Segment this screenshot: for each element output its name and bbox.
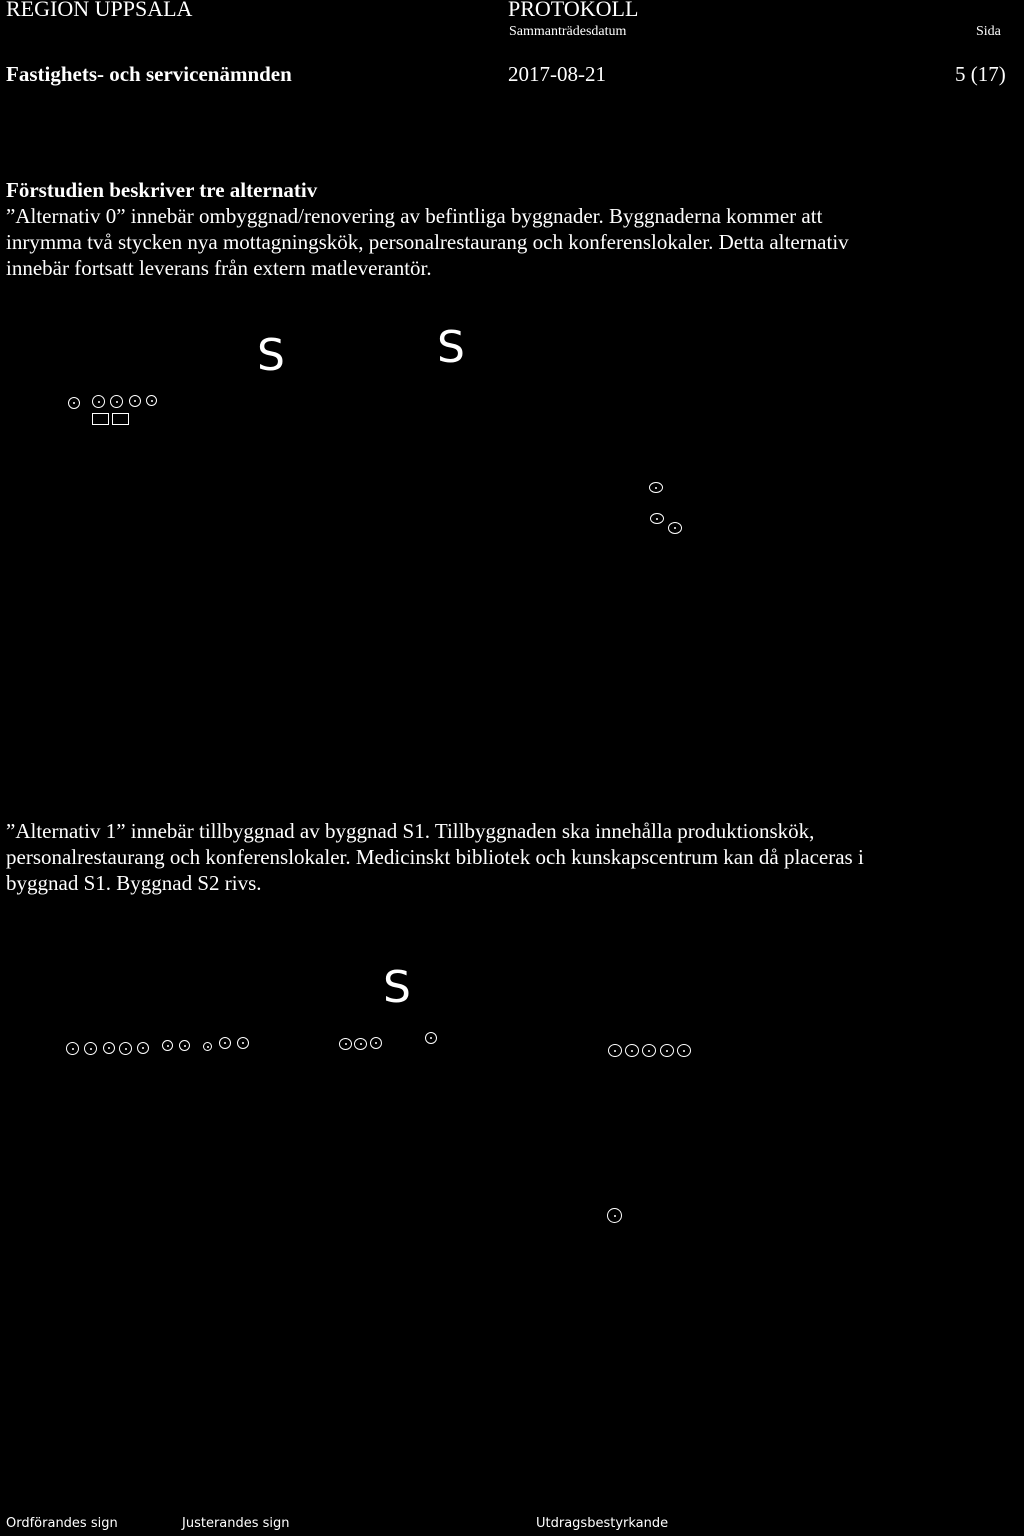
plan-marker-icon <box>237 1037 249 1049</box>
page-number: 5 (17) <box>955 62 1006 86</box>
plan-marker-icon <box>677 1044 691 1057</box>
section-heading: Förstudien beskriver tre alternativ <box>6 178 318 202</box>
plan-marker-icon <box>110 395 123 408</box>
building-label-s: S <box>383 962 411 1013</box>
page-label: Sida <box>976 24 1001 39</box>
plan-marker-icon <box>68 397 80 409</box>
alternative-1-paragraph <box>6 818 1020 896</box>
committee-name: Fastighets- och servicenämnden <box>6 62 292 86</box>
plan-marker-icon <box>642 1044 656 1057</box>
plan-marker-icon <box>66 1042 79 1055</box>
paragraph-line: inrymma två stycken nya mottagningskök, personalrestaurang och konferenslokaler. Detta alternativ <box>6 230 849 254</box>
plan-marker-icon <box>607 1208 622 1223</box>
plan-marker-icon <box>119 1042 132 1055</box>
plan-marker-icon <box>660 1044 674 1057</box>
plan-marker-icon <box>668 522 682 534</box>
building-label-s-left: S <box>257 330 285 381</box>
plan-marker-icon <box>103 1042 115 1054</box>
adjuster-signature-label: Justerandes sign <box>182 1516 290 1531</box>
paragraph-line: ”Alternativ 0” innebär ombyggnad/renovering av befintliga byggnader. Byggnaderna kommer att <box>6 204 823 228</box>
plan-marker-icon <box>137 1042 149 1054</box>
plan-marker-icon <box>370 1037 382 1049</box>
plan-building-outline <box>92 413 109 425</box>
plan-marker-icon <box>129 395 141 407</box>
organization-name: REGION UPPSALA <box>6 0 193 21</box>
plan-marker-icon <box>162 1040 173 1051</box>
plan-marker-icon <box>84 1042 97 1055</box>
chair-signature-label: Ordförandes sign <box>6 1516 118 1531</box>
plan-marker-icon <box>92 395 105 408</box>
plan-marker-icon <box>425 1032 437 1044</box>
paragraph-line: innebär fortsatt leverans från extern matleverantör. <box>6 256 432 280</box>
paragraph-line: ”Alternativ 1” innebär tillbyggnad av byggnad S1. Tillbyggnaden ska innehålla produktionskök, <box>6 819 815 843</box>
document-type: PROTOKOLL <box>508 0 639 21</box>
meeting-date: 2017-08-21 <box>508 62 606 86</box>
plan-marker-icon <box>219 1037 231 1049</box>
building-label-s-right: S <box>437 322 465 373</box>
paragraph-line: byggnad S1. Byggnad S2 rivs. <box>6 871 262 895</box>
plan-marker-icon <box>354 1038 367 1050</box>
plan-marker-icon <box>179 1040 190 1051</box>
alternative-0-paragraph <box>6 203 1020 281</box>
meeting-date-label: Sammanträdesdatum <box>509 24 627 39</box>
plan-marker-icon <box>649 482 663 493</box>
certification-label: Utdragsbestyrkande <box>536 1516 669 1531</box>
plan-marker-icon <box>146 395 157 406</box>
plan-building-outline <box>112 413 129 425</box>
plan-marker-icon <box>339 1038 352 1050</box>
plan-marker-icon <box>203 1042 212 1051</box>
plan-marker-icon <box>650 513 664 524</box>
plan-marker-icon <box>608 1044 622 1057</box>
plan-marker-icon <box>625 1044 639 1057</box>
paragraph-line: personalrestaurang och konferenslokaler. Medicinskt bibliotek och kunskapscentrum kan då placeras i <box>6 845 864 869</box>
